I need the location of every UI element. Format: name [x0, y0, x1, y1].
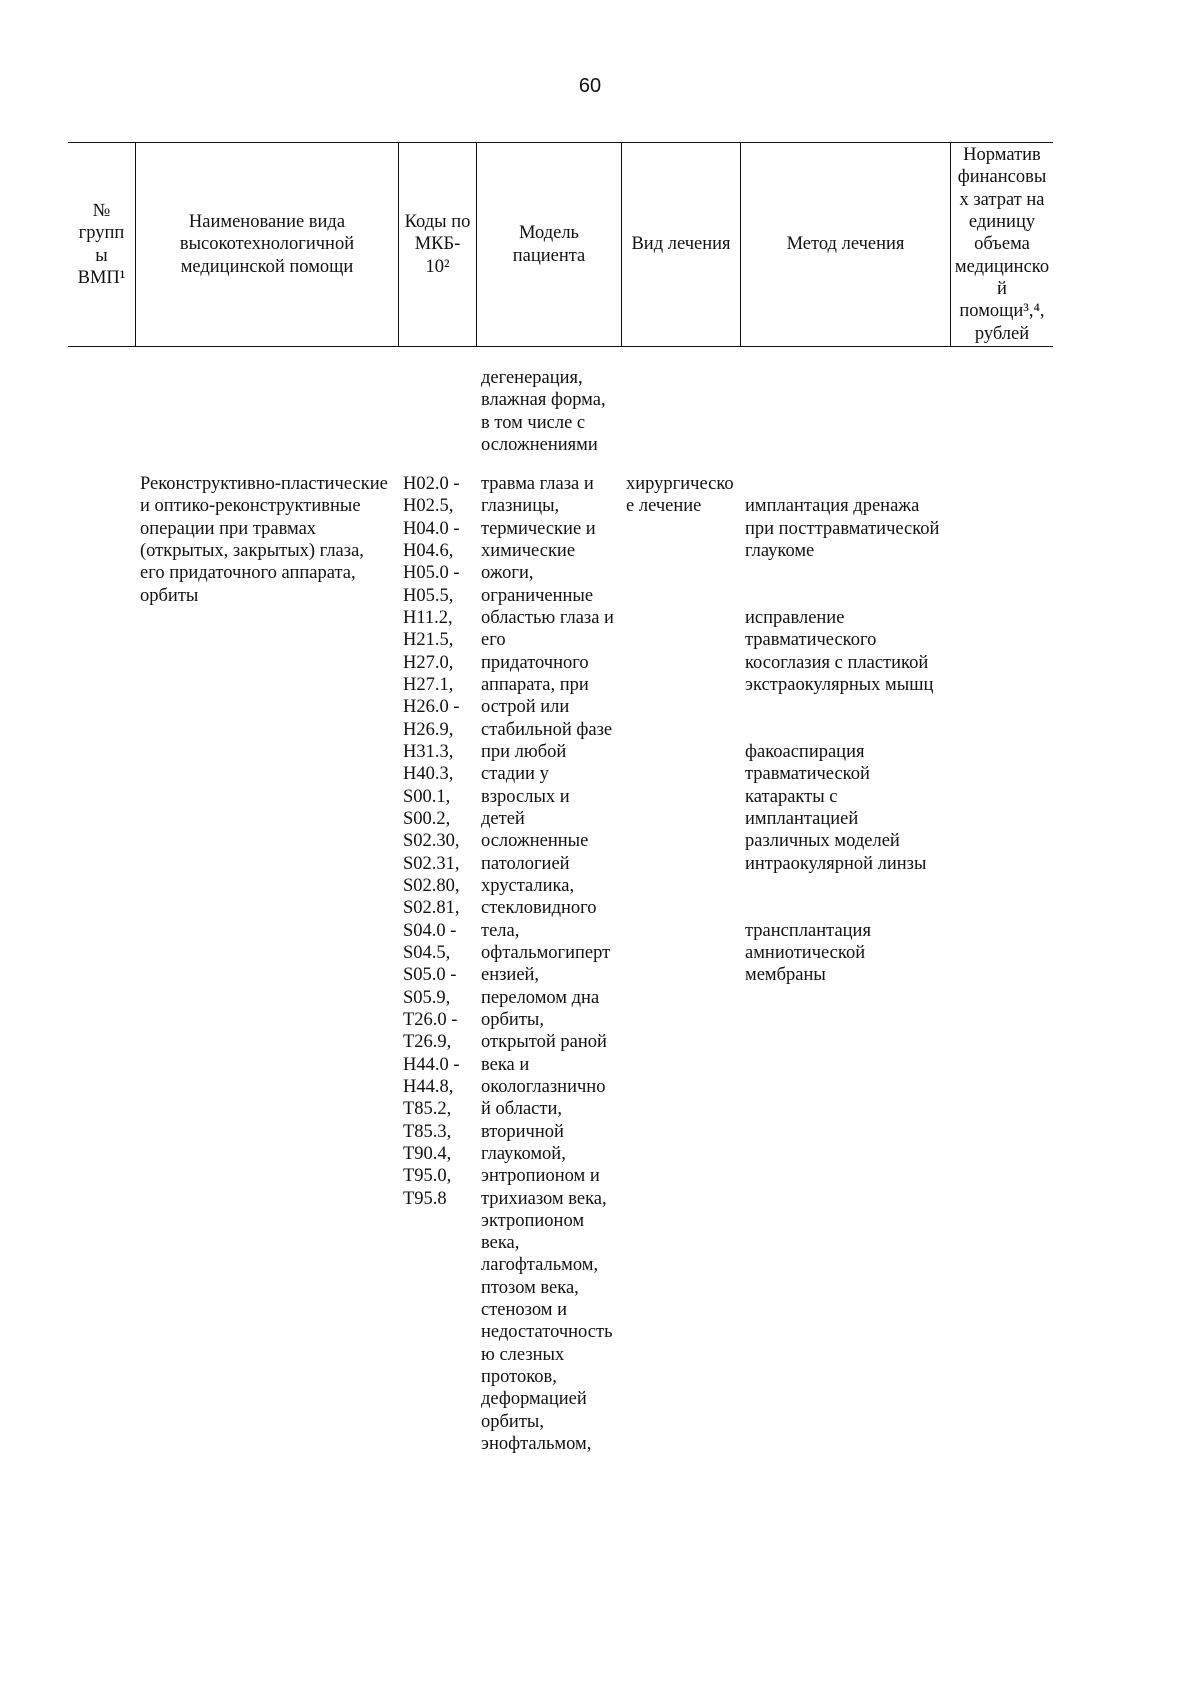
- header-cell-treatment-type: [621, 143, 740, 346]
- method-item: трансплантация амниотической мембраны: [745, 920, 871, 986]
- header-cell-patient-model: [476, 143, 621, 346]
- header-label-group-number: № групп ы ВМП¹: [77, 200, 126, 288]
- header-label-care-type-name: Наименование вида высокотехнологичной медицинской помощи: [179, 212, 355, 277]
- header-label-patient-model: Модель пациента: [512, 223, 586, 266]
- method-item: факоаспирация травматической катаракты с имплантацией различных моделей интраокулярной линзы: [745, 741, 927, 874]
- header-label-financial-cost-standard: Норматив финансовы х затрат на единицу объема медицинско й помощи³,⁴, рублей: [954, 145, 1050, 344]
- header-label-treatment-type: Вид лечения: [631, 234, 731, 255]
- row-patient-model: травма глаза и глазницы, термические и химические ожоги, ограниченные областью глаза и его придаточного аппарата, при острой или стабильной фазе при любой стадии у взрослых и детей осложненные патологией хрусталика, стекловидного тела, офтальмогиперт ензией, переломом дна орбиты, открытой раной века и окологлазнично й области, вторичной глаукомой, энтропионом и трихиазом века, эктропионом века, лагофтальмом, птозом века, стенозом и недостаточность ю слезных протоков, деформацией орбиты, энофтальмом,: [481, 474, 614, 1455]
- row-treatment-methods: [745, 473, 939, 1031]
- method-item: исправление травматического косоглазия с пластикой экстраокулярных мышц: [745, 607, 934, 695]
- header-cell-care-type-name: [135, 143, 398, 346]
- table-header: [68, 142, 1053, 347]
- page-number: 60: [578, 75, 602, 97]
- row-treatment-type: хирургическо е лечение: [626, 474, 734, 517]
- method-item: имплантация дренажа при посттравматической глаукоме: [745, 496, 940, 561]
- header-cell-financial-cost-standard: [950, 143, 1053, 346]
- header-cell-icd-codes: [398, 143, 476, 346]
- header-label-treatment-method: Метод лечения: [786, 234, 905, 255]
- header-label-icd-codes: Коды по МКБ- 10²: [404, 212, 471, 277]
- header-cell-group-number: [68, 143, 135, 346]
- row-care-type-name: Реконструктивно-пластические и оптико-реконструктивные операции при травмах (открытых, закрытых) глаза, его придаточного аппарата, орбиты: [140, 474, 388, 606]
- header-cell-treatment-method: [740, 143, 950, 346]
- row-icd-codes: H02.0 - H02.5, H04.0 - H04.6, H05.0 - H05.5, H11.2, H21.5, H27.0, H27.1, H26.0 - H26.9, H31.3, H40.3, S00.1, S00.2, S02.30, S02.31, S02.80, S02.81, S04.0 - S04.5, S05.0 - S05.9, T26.0 - T26.9, H44.0 - H44.8, T85.2, T85.3, T90.4, T95.0, T95.8: [403, 474, 460, 1209]
- continuation-row-patient-model: дегенерация, влажная форма, в том числе с осложнениями: [481, 368, 606, 455]
